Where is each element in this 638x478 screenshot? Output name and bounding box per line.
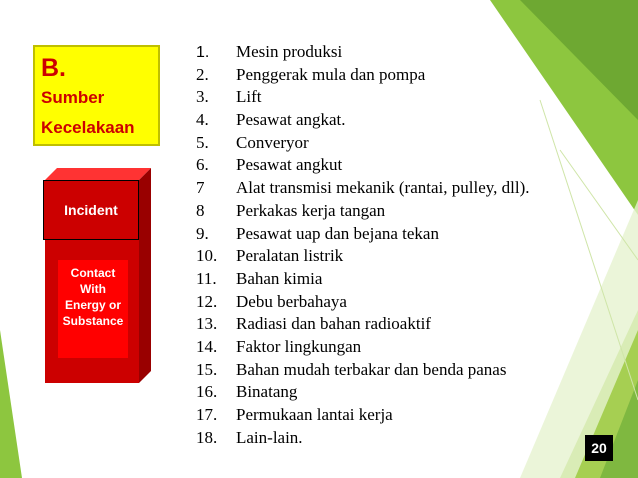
list-item <box>196 132 530 155</box>
list-item-text: Bahan mudah terbakar dan benda panas <box>236 359 507 379</box>
list-item-number: 16. <box>196 382 218 402</box>
list-item <box>196 359 530 382</box>
list-item-number: 9. <box>196 223 209 243</box>
list-item-number: 8 <box>196 200 205 220</box>
list-item-text: Bahan kimia <box>236 268 323 288</box>
list-item <box>196 404 530 427</box>
contact-label <box>55 265 131 329</box>
list-item <box>196 200 530 223</box>
list-item-number: 14. <box>196 336 218 356</box>
accident-source-list <box>196 41 530 449</box>
list-item <box>196 86 530 109</box>
list-item-text: Peralatan listrik <box>236 246 344 266</box>
list-item-number: 6. <box>196 155 209 175</box>
list-item-number: 1. <box>196 44 210 61</box>
contact-line-4: Substance <box>62 314 124 328</box>
list-item <box>196 245 530 268</box>
list-item-text: Permukaan lantai kerja <box>236 405 393 424</box>
contact-line-1: Contact <box>70 266 116 280</box>
list-item-text: Binatang <box>236 382 298 402</box>
list-item-number: 17. <box>196 405 218 424</box>
contact-line-2: With <box>80 282 106 296</box>
page-number: 20 <box>585 435 613 461</box>
list-item-text: Lain-lain. <box>236 427 303 447</box>
incident-label: Incident <box>43 180 139 240</box>
title-line-2: Kecelakaan <box>41 118 135 137</box>
list-item-text: Converyor <box>236 132 309 152</box>
list-item-number: 11. <box>196 268 217 288</box>
list-item-text: Lift <box>236 87 262 107</box>
list-item <box>196 427 530 450</box>
list-item-number: 10. <box>196 246 218 266</box>
list-item <box>196 109 530 132</box>
list-item <box>196 381 530 404</box>
list-item-number: 13. <box>196 314 218 334</box>
list-item <box>196 41 530 64</box>
list-item-number: 7 <box>196 178 205 198</box>
section-title-box <box>33 45 160 146</box>
list-item-number: 4. <box>196 110 209 130</box>
list-item-text: Pesawat angkut <box>236 155 343 175</box>
list-item <box>196 154 530 177</box>
list-item-number: 3. <box>196 87 209 107</box>
list-item-text: Pesawat angkat. <box>236 110 346 130</box>
list-item-text: Alat transmisi mekanik (rantai, pulley, dll). <box>236 178 530 198</box>
block-top-face <box>45 168 151 180</box>
list-item <box>196 268 530 291</box>
section-letter: B. <box>41 54 66 82</box>
list-item-text: Penggerak mula dan pompa <box>236 64 426 84</box>
list-item-text: Perkakas kerja tangan <box>236 200 386 220</box>
list-item <box>196 64 530 87</box>
list-item-text: Mesin produksi <box>236 42 343 61</box>
green-triangle-left <box>0 330 22 478</box>
title-line-1: Sumber <box>41 88 105 107</box>
list-item <box>196 223 530 246</box>
list-item-text: Pesawat uap dan bejana tekan <box>236 223 439 243</box>
list-item-number: 5. <box>196 132 209 152</box>
list-item <box>196 177 530 200</box>
list-item-text: Radiasi dan bahan radioaktif <box>236 314 431 334</box>
list-item-text: Debu berbahaya <box>236 291 347 311</box>
list-item-number: 12. <box>196 291 218 311</box>
list-item-number: 2. <box>196 64 209 84</box>
list-item-text: Faktor lingkungan <box>236 336 362 356</box>
block-side-face <box>139 168 151 383</box>
list-item <box>196 313 530 336</box>
list-item-number: 15. <box>196 359 218 379</box>
list-item-number: 18. <box>196 427 218 447</box>
contact-line-3: Energy or <box>64 298 121 312</box>
list-item <box>196 336 530 359</box>
list-item <box>196 291 530 314</box>
